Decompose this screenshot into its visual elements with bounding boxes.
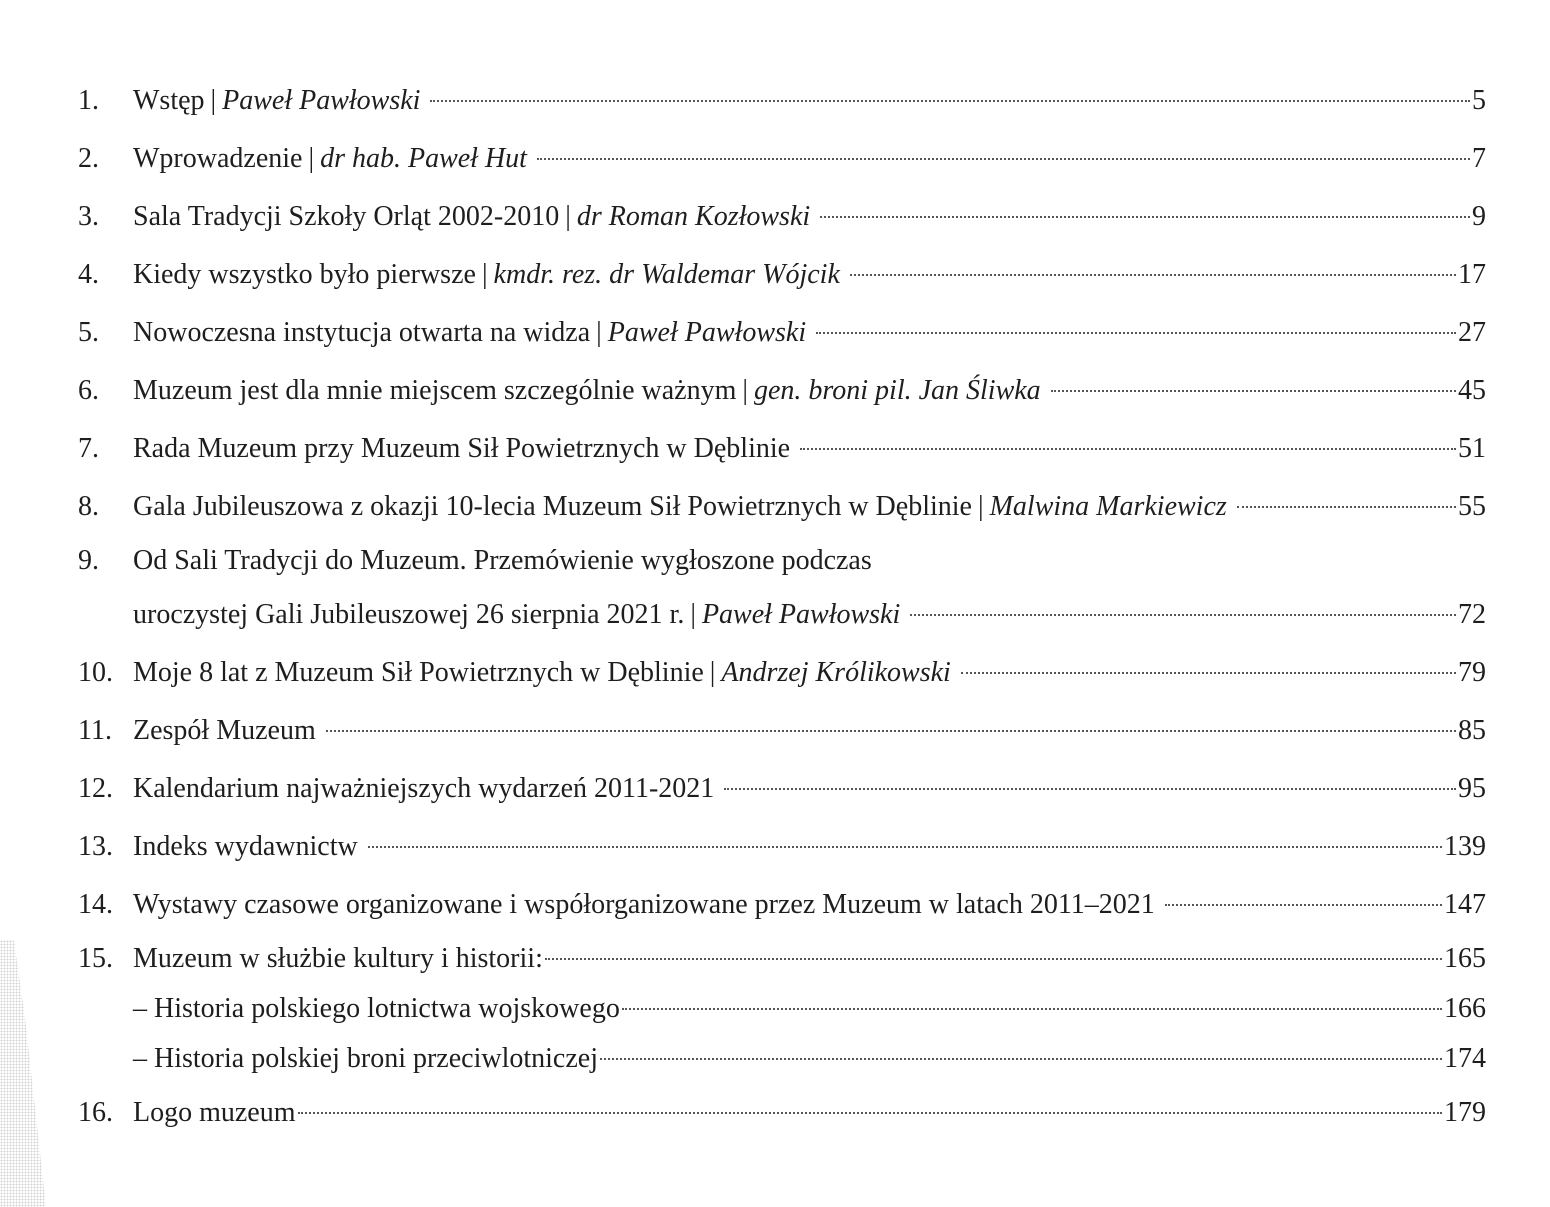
entry-author: dr Roman Kozłowski bbox=[576, 201, 811, 232]
toc-entry bbox=[78, 934, 1486, 1084]
title-author-separator: | bbox=[481, 259, 488, 290]
title-author-separator: | bbox=[308, 143, 315, 174]
entry-page-number: 55 bbox=[1458, 491, 1486, 522]
toc-line bbox=[78, 478, 1486, 536]
toc-line bbox=[78, 304, 1486, 362]
entry-number: 7. bbox=[78, 433, 99, 464]
toc-entry bbox=[78, 1084, 1486, 1142]
entry-author: kmdr. rez. dr Waldemar Wójcik bbox=[493, 259, 840, 290]
entry-title: Zespół Muzeum bbox=[133, 715, 316, 746]
title-author-separator: | bbox=[742, 375, 748, 406]
title-author-separator: | bbox=[210, 85, 217, 116]
entry-author: Andrzej Królikowski bbox=[721, 657, 951, 688]
dot-leader bbox=[326, 730, 1456, 732]
title-author-separator: | bbox=[596, 317, 602, 348]
title-author-separator: | bbox=[690, 599, 696, 630]
toc-entry bbox=[78, 760, 1486, 818]
toc-entry bbox=[78, 304, 1486, 362]
toc-line bbox=[78, 188, 1486, 246]
toc-entry bbox=[78, 644, 1486, 702]
dot-leader bbox=[298, 1112, 1442, 1114]
toc-entry bbox=[78, 702, 1486, 760]
dot-leader bbox=[724, 788, 1456, 790]
entry-title: Indeks wydawnictw bbox=[133, 831, 358, 862]
sub-entry-page-number: 166 bbox=[1444, 993, 1486, 1024]
dot-leader bbox=[800, 448, 1456, 450]
toc-entry bbox=[78, 188, 1486, 246]
dot-leader bbox=[368, 846, 1442, 848]
entry-page-number: 5 bbox=[1472, 85, 1486, 116]
entry-author: gen. broni pil. Jan Śliwka bbox=[753, 375, 1041, 406]
entry-title-line-2: uroczystej Gali Jubileuszowej 26 sierpnia 2021 r. bbox=[133, 599, 685, 630]
entry-number: 14. bbox=[78, 889, 113, 920]
entry-number: 6. bbox=[78, 375, 99, 406]
entry-title: Logo muzeum bbox=[133, 1097, 296, 1128]
toc-sub-line bbox=[78, 1034, 1486, 1084]
entry-number: 16. bbox=[78, 1097, 113, 1128]
entry-page-number: 9 bbox=[1472, 201, 1486, 232]
dot-leader bbox=[850, 274, 1456, 276]
entry-number: 10. bbox=[78, 657, 113, 688]
entry-number: 11. bbox=[78, 715, 112, 746]
scan-speckle bbox=[0, 940, 46, 1207]
entry-page-number: 85 bbox=[1458, 715, 1486, 746]
entry-title: Moje 8 lat z Muzeum Sił Powietrznych w Dęblinie bbox=[133, 657, 704, 688]
entry-number: 15. bbox=[78, 943, 113, 974]
dot-leader bbox=[537, 158, 1470, 160]
entry-number: 13. bbox=[78, 831, 113, 862]
toc-entry bbox=[78, 420, 1486, 478]
toc-line bbox=[78, 586, 1486, 644]
toc-entry bbox=[78, 818, 1486, 876]
toc-entry bbox=[78, 246, 1486, 304]
entry-title: Sala Tradycji Szkoły Orląt 2002-2010 bbox=[133, 201, 560, 232]
entry-page-number: 45 bbox=[1458, 375, 1486, 406]
toc-line bbox=[78, 934, 1486, 984]
dot-leader bbox=[1165, 904, 1442, 906]
entry-number: 12. bbox=[78, 773, 113, 804]
entry-page-number: 179 bbox=[1444, 1097, 1486, 1128]
entry-page-number: 165 bbox=[1444, 943, 1486, 974]
toc-line bbox=[78, 130, 1486, 188]
entry-number: 9. bbox=[78, 545, 99, 576]
dot-leader bbox=[820, 216, 1470, 218]
toc-line bbox=[78, 362, 1486, 420]
title-author-separator: | bbox=[977, 491, 984, 522]
toc-entry bbox=[78, 72, 1486, 130]
sub-entry-title: – Historia polskiego lotnictwa wojskowego bbox=[133, 993, 620, 1024]
dot-leader bbox=[910, 614, 1456, 616]
entry-title: Rada Muzeum przy Muzeum Sił Powietrznych w Dęblinie bbox=[133, 433, 791, 464]
title-author-separator: | bbox=[709, 657, 716, 688]
entry-page-number: 147 bbox=[1444, 889, 1486, 920]
entry-title: Wprowadzenie bbox=[133, 143, 303, 174]
dot-leader bbox=[816, 332, 1456, 334]
entry-title: Gala Jubileuszowa z okazji 10-lecia Muzeum Sił Powietrznych w Dęblinie bbox=[133, 491, 972, 522]
entry-page-number: 72 bbox=[1458, 599, 1486, 630]
entry-page-number: 17 bbox=[1458, 259, 1486, 290]
entry-number: 4. bbox=[78, 259, 99, 290]
entry-page-number: 7 bbox=[1472, 143, 1486, 174]
toc-line bbox=[78, 72, 1486, 130]
entry-number: 5. bbox=[78, 317, 99, 348]
entry-page-number: 139 bbox=[1444, 831, 1486, 862]
toc-sub-line bbox=[78, 984, 1486, 1034]
entry-title: Muzeum w służbie kultury i historii: bbox=[133, 943, 543, 974]
entry-page-number: 51 bbox=[1458, 433, 1486, 464]
entry-title: Nowoczesna instytucja otwarta na widza bbox=[133, 317, 591, 348]
entry-author: Paweł Pawłowski bbox=[701, 599, 901, 630]
toc-entry bbox=[78, 478, 1486, 536]
dot-leader bbox=[430, 100, 1470, 102]
toc-entry bbox=[78, 130, 1486, 188]
toc-line bbox=[78, 1084, 1486, 1142]
entry-page-number: 27 bbox=[1458, 317, 1486, 348]
toc-entry bbox=[78, 876, 1486, 934]
toc-entry bbox=[78, 362, 1486, 420]
entry-title: Muzeum jest dla mnie miejscem szczególnie ważnym bbox=[133, 375, 737, 406]
entry-number: 1. bbox=[78, 85, 99, 116]
entry-title: Kalendarium najważniejszych wydarzeń 2011-2021 bbox=[133, 773, 715, 804]
entry-number: 2. bbox=[78, 143, 99, 174]
toc-line bbox=[78, 420, 1486, 478]
sub-entry-title: – Historia polskiej broni przeciwlotniczej bbox=[133, 1043, 598, 1074]
toc-line bbox=[78, 818, 1486, 876]
entry-title-line-1: Od Sali Tradycji do Muzeum. Przemówienie wygłoszone podczas bbox=[133, 545, 872, 576]
entry-page-number: 95 bbox=[1458, 773, 1486, 804]
entry-title: Kiedy wszystko było pierwsze bbox=[133, 259, 476, 290]
entry-number: 8. bbox=[78, 491, 99, 522]
title-author-separator: | bbox=[565, 201, 571, 232]
entry-page-number: 79 bbox=[1458, 657, 1486, 688]
toc-line bbox=[78, 536, 1486, 586]
dot-leader bbox=[1237, 506, 1456, 508]
toc-line bbox=[78, 644, 1486, 702]
table-of-contents bbox=[78, 72, 1486, 1142]
dot-leader bbox=[1051, 390, 1456, 392]
toc-line bbox=[78, 702, 1486, 760]
sub-entry-page-number: 174 bbox=[1444, 1043, 1486, 1074]
entry-title: Wstęp bbox=[133, 85, 205, 116]
entry-author: dr hab. Paweł Hut bbox=[320, 143, 527, 174]
dot-leader bbox=[622, 1008, 1442, 1010]
entry-author: Paweł Pawłowski bbox=[222, 85, 421, 116]
dot-leader bbox=[545, 958, 1442, 960]
toc-line bbox=[78, 246, 1486, 304]
dot-leader bbox=[961, 672, 1456, 674]
toc-line bbox=[78, 760, 1486, 818]
entry-number: 3. bbox=[78, 201, 99, 232]
entry-author: Malwina Markiewicz bbox=[989, 491, 1227, 522]
toc-line bbox=[78, 876, 1486, 934]
dot-leader bbox=[600, 1058, 1442, 1060]
entry-author: Paweł Pawłowski bbox=[607, 317, 807, 348]
toc-entry bbox=[78, 536, 1486, 644]
entry-title: Wystawy czasowe organizowane i współorganizowane przez Muzeum w latach 2011–2021 bbox=[133, 889, 1155, 920]
